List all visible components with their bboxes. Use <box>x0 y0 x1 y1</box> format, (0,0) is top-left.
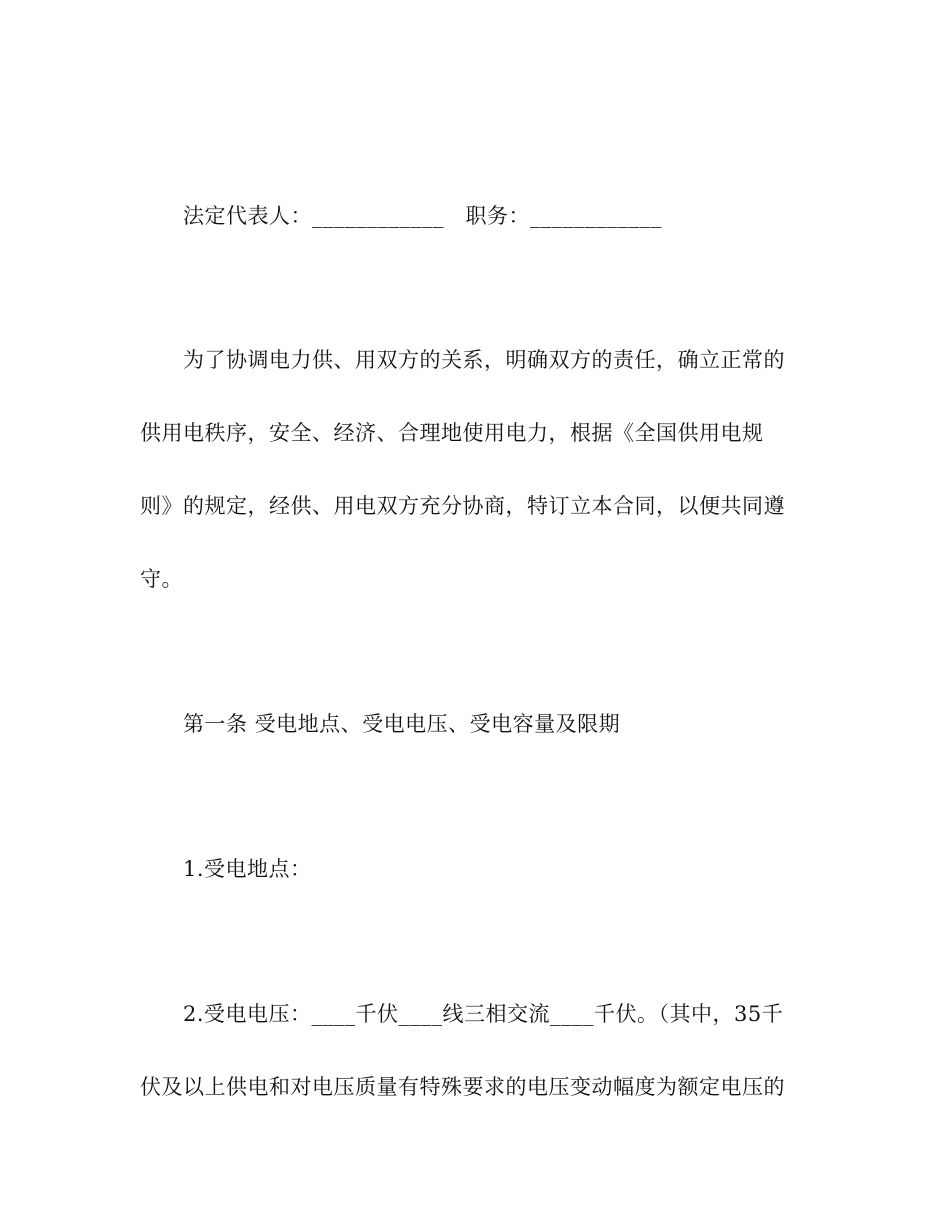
paragraph-line: 为了协调电力供、用双方的关系，明确双方的责任，确立正常的 <box>183 348 785 372</box>
paragraph-line: 守。 <box>140 567 183 591</box>
article-heading: 第一条 受电地点、受电电压、受电容量及限期 <box>183 712 621 736</box>
list-item-line: 2.受电电压：____千伏____线三相交流____千伏。（其中，35千 <box>183 1002 784 1026</box>
paragraph-line: 则》的规定，经供、用电双方充分协商，特订立本合同，以便共同遵 <box>140 494 785 518</box>
paragraph-line: 供用电秩序，安全、经济、合理地使用电力，根据《全国供用电规 <box>140 421 764 445</box>
list-item-line: 伏及以上供电和对电压质量有特殊要求的电压变动幅度为额定电压的 <box>140 1075 785 1099</box>
legal-representative-line: 法定代表人：____________ 职务：____________ <box>183 204 663 228</box>
list-item: 1.受电地点： <box>183 857 312 881</box>
